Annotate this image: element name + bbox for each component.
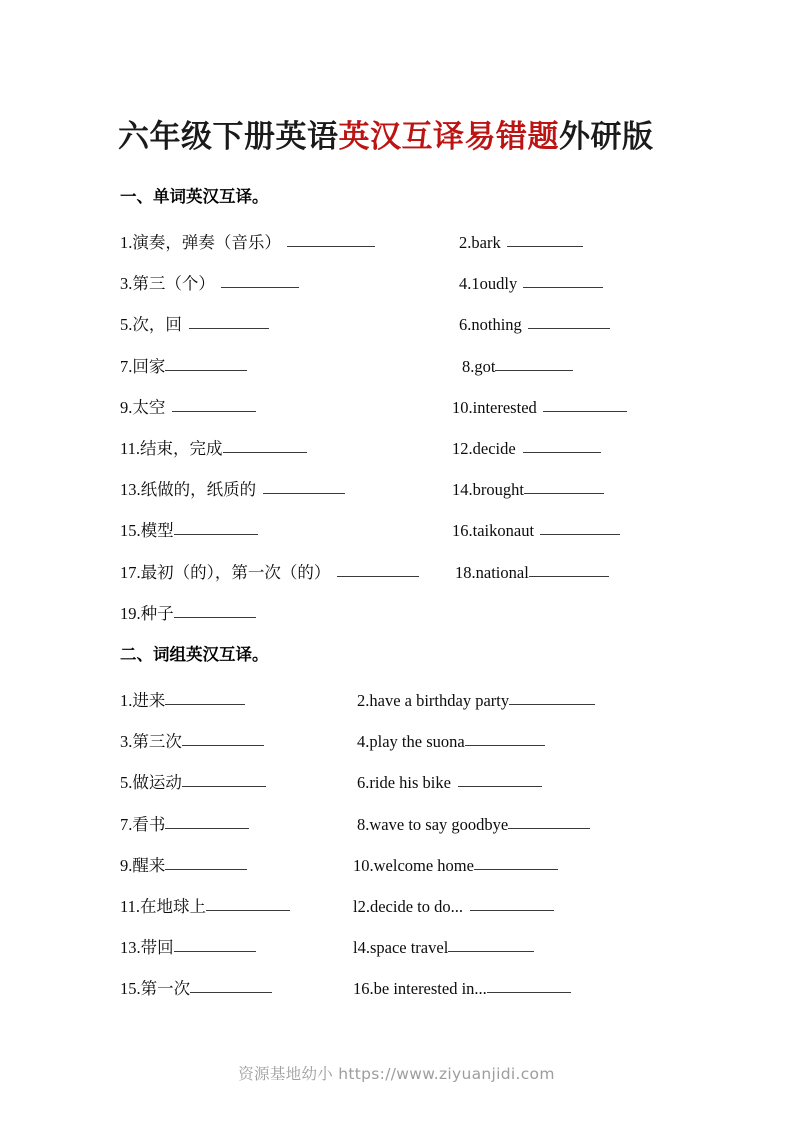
question-label: 6.ride his bike	[357, 773, 451, 793]
answer-blank[interactable]	[165, 813, 249, 829]
answer-blank[interactable]	[470, 895, 554, 911]
answer-blank[interactable]	[509, 689, 595, 705]
question-row	[0, 851, 793, 885]
question-label: 16.taikonaut	[452, 521, 535, 541]
question-item	[353, 851, 558, 881]
question-label: 5.做运动	[120, 773, 182, 793]
footer-watermark: 资源基地幼小 https://www.ziyuanjidi.com	[238, 1065, 555, 1083]
answer-blank[interactable]	[508, 813, 590, 829]
question-label: 7.回家	[120, 356, 166, 376]
question-item	[120, 727, 264, 757]
question-row	[0, 475, 793, 509]
section-heading-2: 二、词组英汉互译。	[120, 645, 269, 664]
question-label: 8.got	[462, 356, 496, 376]
answer-blank[interactable]	[337, 561, 419, 577]
question-row	[0, 269, 793, 303]
answer-blank[interactable]	[540, 519, 620, 535]
question-row	[0, 393, 793, 427]
question-item	[120, 269, 299, 299]
question-item	[120, 310, 269, 340]
question-label: 13.带回	[120, 938, 174, 958]
question-row	[0, 516, 793, 550]
question-item	[120, 352, 247, 382]
question-row	[0, 228, 793, 262]
answer-blank[interactable]	[223, 437, 307, 453]
question-label: 17.最初（的），第一次（的）	[120, 562, 331, 582]
question-item	[120, 516, 258, 546]
answer-blank[interactable]	[529, 561, 609, 577]
question-row	[0, 434, 793, 468]
question-label: 1.进来	[120, 691, 166, 710]
answer-blank[interactable]	[165, 689, 245, 705]
question-label: l2.decide to do...	[353, 897, 463, 916]
answer-blank[interactable]	[523, 437, 601, 453]
question-item	[452, 434, 601, 464]
answer-blank[interactable]	[263, 478, 345, 494]
question-item	[459, 310, 610, 340]
question-label: 4.1oudly	[459, 274, 518, 294]
answer-blank[interactable]	[174, 602, 256, 618]
answer-blank[interactable]	[474, 854, 558, 870]
question-label: 3.第三（个）	[120, 274, 215, 294]
answer-blank[interactable]	[543, 396, 627, 412]
question-item	[353, 974, 571, 1004]
question-item	[353, 933, 534, 963]
question-row	[0, 599, 793, 633]
question-item	[452, 516, 620, 546]
answer-blank[interactable]	[165, 854, 247, 870]
question-item	[120, 475, 345, 505]
question-item	[120, 933, 256, 963]
question-row	[0, 310, 793, 344]
answer-blank[interactable]	[448, 936, 534, 952]
question-label: 15.第一次	[120, 979, 191, 999]
question-label: 16.be interested in...	[353, 979, 487, 999]
page-title	[118, 117, 758, 157]
question-item	[120, 558, 419, 588]
answer-blank[interactable]	[221, 272, 299, 288]
question-label: 2.have a birthday party	[357, 691, 510, 710]
question-label: l4.space travel	[353, 938, 449, 958]
question-label: 10.interested	[452, 397, 537, 417]
question-item	[452, 475, 604, 505]
question-item	[462, 352, 573, 382]
question-row	[0, 768, 793, 802]
question-label: 12.decide	[452, 439, 516, 458]
title-prefix: 六年级下册英语	[118, 118, 339, 154]
question-label: 19.种子	[120, 603, 174, 623]
answer-blank[interactable]	[458, 771, 542, 787]
question-item	[120, 851, 247, 881]
question-row	[0, 352, 793, 386]
question-label: 8.wave to say goodbye	[357, 814, 509, 834]
question-item	[357, 686, 595, 716]
answer-blank[interactable]	[174, 936, 256, 952]
question-label: 13.纸做的，纸质的	[120, 480, 257, 500]
answer-blank[interactable]	[528, 313, 610, 329]
question-row	[0, 727, 793, 761]
question-item	[353, 892, 554, 922]
question-label: 5.次，回	[120, 315, 182, 335]
answer-blank[interactable]	[495, 355, 573, 371]
question-label: 2.bark	[459, 233, 501, 252]
title-highlight: 英汉互译易错题	[338, 118, 559, 154]
question-item	[120, 228, 375, 258]
question-item	[452, 393, 627, 423]
question-label: 1.演奏，弹奏（音乐）	[120, 233, 281, 252]
question-item	[357, 768, 542, 798]
answer-blank[interactable]	[174, 519, 258, 535]
answer-blank[interactable]	[206, 895, 290, 911]
question-item	[120, 434, 307, 464]
answer-blank[interactable]	[165, 355, 247, 371]
question-item	[459, 228, 583, 258]
question-item	[455, 558, 609, 588]
question-label: 11.在地球上	[120, 897, 207, 916]
question-label: 7.看书	[120, 814, 166, 834]
question-label: 6.nothing	[459, 315, 522, 335]
question-item	[459, 269, 603, 299]
question-row	[0, 974, 793, 1008]
question-item	[120, 892, 290, 922]
answer-blank[interactable]	[507, 231, 583, 247]
question-label: 10.welcome home	[353, 855, 474, 875]
answer-blank[interactable]	[287, 231, 375, 247]
question-item	[120, 686, 245, 716]
answer-blank[interactable]	[190, 977, 272, 993]
question-item	[120, 974, 272, 1004]
question-label: 9.醒来	[120, 855, 166, 875]
question-label: 4.play the suona	[357, 732, 465, 752]
answer-blank[interactable]	[487, 977, 571, 993]
question-item	[120, 768, 266, 798]
answer-blank[interactable]	[189, 313, 269, 329]
question-row	[0, 892, 793, 926]
question-item	[357, 727, 545, 757]
question-row	[0, 810, 793, 844]
question-label: 15.模型	[120, 521, 174, 541]
answer-blank[interactable]	[172, 396, 256, 412]
answer-blank[interactable]	[182, 730, 264, 746]
question-item	[120, 599, 256, 629]
answer-blank[interactable]	[182, 771, 266, 787]
question-row	[0, 558, 793, 592]
question-item	[357, 810, 590, 840]
question-label: 14.brought	[452, 480, 524, 500]
question-label: 9.太空	[120, 397, 166, 417]
question-label: 11.结束，完成	[120, 439, 223, 458]
question-item	[120, 393, 256, 423]
question-item	[120, 810, 249, 840]
title-suffix: 外研版	[559, 118, 654, 154]
answer-blank[interactable]	[465, 730, 545, 746]
answer-blank[interactable]	[524, 478, 604, 494]
question-label: 3.第三次	[120, 732, 182, 752]
section-heading-1: 一、单词英汉互译。	[120, 187, 269, 206]
question-label: 18.national	[455, 562, 529, 582]
answer-blank[interactable]	[523, 272, 603, 288]
question-row	[0, 686, 793, 720]
question-row	[0, 933, 793, 967]
